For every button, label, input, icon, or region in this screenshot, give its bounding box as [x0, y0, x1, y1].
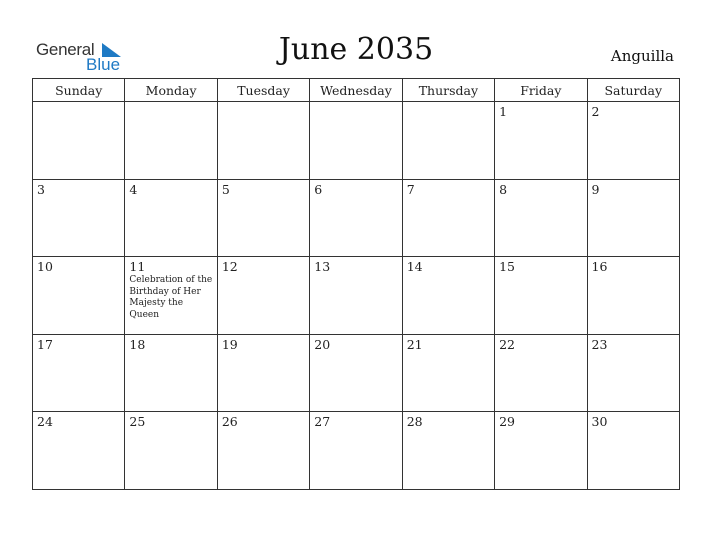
- day-cell: [495, 412, 587, 490]
- day-cell: [402, 257, 494, 335]
- day-cell: [587, 412, 679, 490]
- day-number: 12: [221, 259, 238, 275]
- week-row: [33, 412, 680, 490]
- day-cell: [217, 257, 309, 335]
- logo-blue-text: Blue: [86, 55, 121, 74]
- day-number: 18: [129, 336, 146, 352]
- day-number: 13: [314, 259, 331, 275]
- day-cell: [33, 334, 125, 412]
- day-cell: [402, 179, 494, 257]
- day-number: 4: [129, 181, 138, 197]
- weekday-header: Monday: [125, 79, 217, 102]
- day-number: 21: [406, 336, 423, 352]
- day-cell: [310, 179, 402, 257]
- day-cell: [310, 257, 402, 335]
- day-number: 22: [499, 336, 516, 352]
- day-number: 15: [499, 259, 516, 275]
- day-number: 24: [37, 414, 53, 430]
- day-number: 17: [37, 336, 53, 352]
- day-cell: [33, 179, 125, 257]
- day-cell: [402, 412, 494, 490]
- day-cell: [402, 102, 494, 180]
- week-row: [33, 257, 680, 335]
- weekday-header: Friday: [495, 79, 587, 102]
- day-number: 27: [314, 414, 331, 430]
- day-cell: [217, 412, 309, 490]
- day-cell: [402, 334, 494, 412]
- day-cell: [217, 179, 309, 257]
- calendar-title: June 2035: [278, 32, 434, 67]
- day-number: 3: [37, 181, 45, 197]
- day-cell: [217, 102, 309, 180]
- day-cell: [495, 334, 587, 412]
- weekday-header: Wednesday: [310, 79, 402, 102]
- day-cell: [217, 334, 309, 412]
- month-calendar: [32, 78, 680, 490]
- region-label: Anguilla: [610, 47, 674, 65]
- day-number: 10: [37, 259, 53, 275]
- day-number: 16: [591, 259, 608, 275]
- day-cell: [587, 334, 679, 412]
- day-number: 11: [129, 259, 146, 275]
- day-number: 14: [406, 259, 423, 275]
- day-cell: [125, 257, 217, 335]
- day-cell: [33, 412, 125, 490]
- weekday-header-row: [33, 79, 680, 102]
- week-row: [33, 179, 680, 257]
- week-row: [33, 334, 680, 412]
- day-cell: [587, 102, 679, 180]
- week-row: [33, 102, 680, 180]
- day-number: 28: [406, 414, 423, 430]
- day-cell: [33, 257, 125, 335]
- weekday-header: Saturday: [587, 79, 679, 102]
- day-number: 6: [314, 181, 323, 197]
- logo-general-text: General: [36, 40, 95, 59]
- day-cell: [495, 257, 587, 335]
- day-cell: [125, 179, 217, 257]
- day-number: 2: [591, 104, 600, 119]
- weekday-header: Tuesday: [217, 79, 309, 102]
- day-number: 20: [314, 336, 331, 352]
- day-number: 19: [221, 336, 238, 352]
- day-cell: [587, 179, 679, 257]
- day-cell: [495, 102, 587, 180]
- day-number: 7: [406, 181, 415, 197]
- day-number: 26: [221, 414, 238, 430]
- day-cell: [587, 257, 679, 335]
- calendar-body: [33, 102, 680, 490]
- day-cell: [33, 102, 125, 180]
- holiday-label: Celebration of the Birthday of Her Majesty the Queen: [129, 275, 213, 320]
- day-number: 5: [221, 181, 230, 197]
- day-cell: [125, 102, 217, 180]
- day-number: 9: [591, 181, 600, 197]
- day-cell: [495, 179, 587, 257]
- day-cell: [310, 412, 402, 490]
- day-number: 30: [591, 414, 608, 430]
- day-number: 25: [129, 414, 146, 430]
- day-cell: [310, 102, 402, 180]
- day-number: 23: [591, 336, 608, 352]
- day-cell: [125, 334, 217, 412]
- day-number: 29: [499, 414, 516, 430]
- day-cell: [125, 412, 217, 490]
- weekday-header: Thursday: [402, 79, 494, 102]
- weekday-header: Sunday: [33, 79, 125, 102]
- day-number: 1: [499, 104, 508, 119]
- day-number: 8: [499, 181, 508, 197]
- day-cell: [310, 334, 402, 412]
